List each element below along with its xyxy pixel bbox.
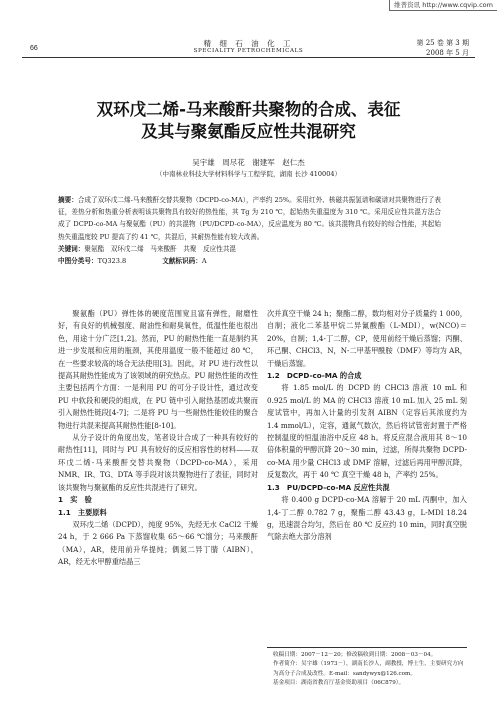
journal-name: 精 细 石 油 化 工 [203, 39, 294, 48]
class-value: TQ323.8 [97, 257, 127, 266]
abstract-label: 摘要： [58, 196, 78, 204]
running-header [22, 33, 475, 58]
doc-code-value: A [201, 257, 207, 266]
class-label: 中图分类号： [58, 257, 98, 266]
subsection-heading-synthesis: 1.2 DCPD-co-MA 的合成 [267, 371, 362, 381]
intro-paragraph-2: 从分子设计的角度出发，笔者设计合成了一种具有较好的耐热性[11]，同时与 PU 具有较好的反应相容性的材料——双环戊二烯-马来酸酐交替共聚物（DCPD-co-MA），采用 NMR、IR、TG、DTA 等手段对该共聚物进行了表征，同时对该共聚物与聚氨酯的反应性共混进行了研究。 [58, 433, 258, 492]
volume-issue: 第 25 卷 第 3 期 [416, 39, 469, 47]
body-column-left [58, 308, 258, 569]
keywords [58, 243, 441, 255]
authors: 吴宇雄 周尽花 谢建军 赵仁杰 [192, 158, 305, 167]
keywords-text: 聚氨酯 双环戊二烯 马来酸酐 共聚 反应性共混 [84, 244, 237, 253]
abstract-text: 合成了双环戊二烯-马来酸酐交替共聚物（DCPD-co-MA），产率约 25%。采用红外、核磁共振氢谱和碳谱对共聚物进行了表征，差热分析和热重分析表明该共聚物具有较好的热性能，其 Tg 为 210 ℃，起始热失重温度为 310 ℃。采用反应性共混方法合成了 DCPD-co-MA 与聚氨酯（PU）的共混物（PU/DCPD-co-MA），反应温度为 80 ℃。该共混物具有较好的综合性能，其起始热失重温度较 PU 提高了约 41 ℃，共混后，其耐热性能有较大改善。 [58, 196, 441, 241]
received-date: 收稿日期：2007－12－20；修改稿收到日期：2008－03－04。 [273, 652, 437, 658]
article-title-line2: 及其与聚氨酯反应性共混研究 [141, 122, 356, 141]
materials-paragraph: 双环戊二烯（DCPD），纯度 95%，先经无水 CaCl2 干燥 24 h，于 2 666 Pa 下蒸馏收集 65～66 ℃馏分；马来酸酐（MA），AR，使用前升华提纯；偶氮二异丁腈（AIBN），AR，经无水甲醇重结晶三 [58, 519, 258, 567]
fund-info: 基金项目：湖南省教育厅基金资助项目（06C879）。 [273, 680, 405, 687]
doc-code-label: 文献标识码： [162, 257, 202, 266]
watermark-stamp: 维普资讯 http://www.cqvip.com [389, 0, 497, 11]
intro-paragraph-1: 聚氨酯（PU）弹性体的硬度范围宽且富有弹性，耐磨性好，有良好的机械强度、耐油性和耐臭氧性，低温性能也很出色，用途十分广泛[1,2]。然而，PU 的耐热性能一直是制约其进一步发展和应用的瓶颈，其使用温度一般不能超过 80 ℃，在一些要求较高的场合无法使用[3]。因此，对 PU 进行改性以提高其耐热性能成为了该领域的研究热点。PU 耐热性能的改性主要包括两个方面：一是利用 PU 的可分子设计性，通过改变 PU 中软段和硬段的组成，在 PU 链中引入耐热基团或共聚而引入耐热性链段[4-7]；二是将 PU 与一些耐热性能较佳的聚合物进行共混来提高其耐热性能[8-10]。 [58, 309, 258, 430]
blending-paragraph: 将 0.400 g DCPD-co-MA 溶解于 20 mL 丙酮中，加入 1,4-丁二醇 0.782 7 g，聚酯二醇 43.43 g，L-MDI 18.24 g，迅速混合均匀，然后在 80 ℃ 反应约 10 min，同时真空脱气除去绝大部分溶剂 [267, 495, 467, 542]
affiliation: （中南林业科技大学材料科学与工程学院，湖南 长沙 410004） [156, 170, 341, 178]
synthesis-paragraph: 将 1.85 mol/L 的 DCPD 的 CHCl3 溶液 10 mL 和 0.925 mol/L 的 MA 的 CHCl3 溶液 10 mL 加入 25 mL 刻度试管中，再加入计量的引发剂 AIBN（定容后其浓度约为 1.4 mmol/L），定容，通氮气数次，然后将试管密封置于严格控制温度的恒温油浴中反应 48 h。将反应混合液用其 8～10 倍体积量的甲醇沉降 20～30 min，过滤，所得共聚物 DCPD-co-MA 用少量 CHCl3 或 DMF 溶解，过滤后再用甲醇沉降，反复数次，再于 40 ℃ 真空干燥 48 h，产率约 25%。 [267, 383, 467, 480]
subsection-heading-materials: 1.1 主要原料 [58, 507, 107, 517]
body-column-right [267, 308, 467, 544]
page-number: 66 [30, 45, 38, 52]
materials-paragraph-cont: 次并真空干燥 24 h；聚酯二醇，数均相对分子质量约 1 000，自制；液化二苯基甲烷二异氰酸酯（L-MDI），w(NCO)＝20%，自制；1,4-丁二醇，CP，使用前经干燥后蒸馏；丙酮、环己酮、CHCl3、N，N-二甲基甲酰胺（DMF）等均为 AR，干燥后蒸馏。 [267, 309, 467, 368]
classification [58, 255, 441, 267]
article-title-line1: 双环戊二烯-马来酸酐共聚物的合成、表征 [96, 100, 401, 119]
issue-date: 2008 年 5 月 [426, 49, 469, 57]
journal-name-en: SPECIALITY PETROCHEMICALS [193, 48, 304, 54]
abstract-block [58, 194, 441, 267]
footnote [267, 647, 467, 689]
section-heading-experiment: 1 实 验 [58, 495, 92, 505]
abstract [58, 194, 441, 243]
keywords-label: 关键词： [58, 244, 85, 253]
author-bio: 作者简介：吴宇雄（1973－），湖南长沙人，副教授，博士生，主要研究方向为高分子合成及改性。E-mail：sandywyx@126.com。 [273, 661, 464, 677]
subsection-heading-blending: 1.3 PU/DCPD-co-MA 反应性共混 [267, 482, 390, 492]
